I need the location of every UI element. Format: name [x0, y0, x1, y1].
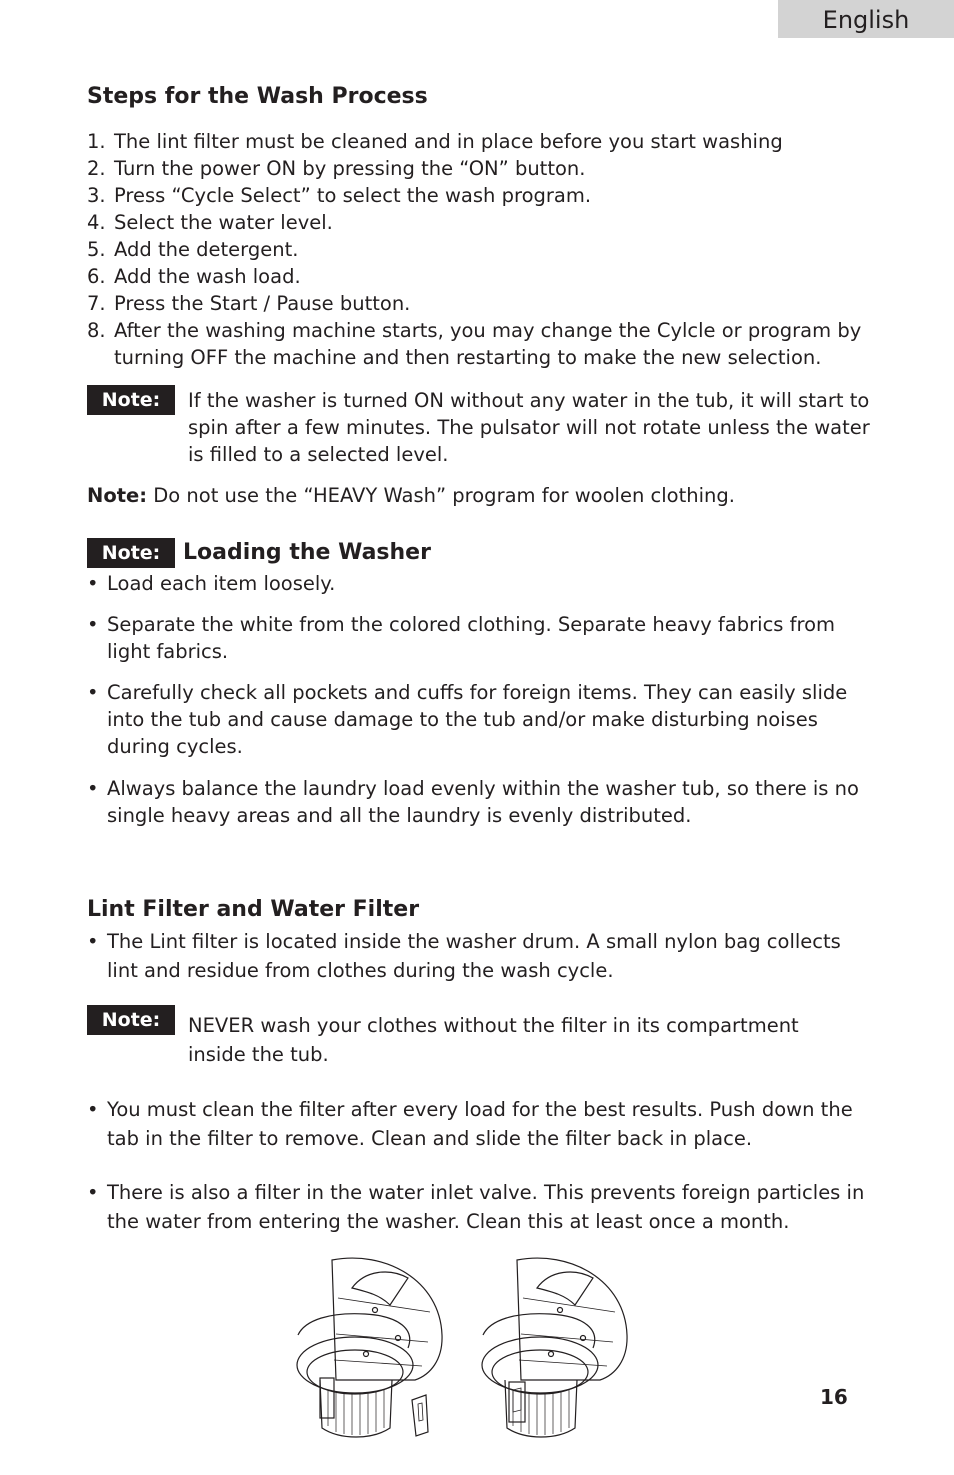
list-item: 7. Press the Start / Pause button.: [87, 292, 411, 315]
list-item: 5. Add the detergent.: [87, 238, 299, 261]
note-text: If the washer is turned ON without any water in the tub, it will start to spin after a few minutes. The pulsator will not rotate unless the water is filled to a selected level.: [188, 389, 870, 466]
list-item: • Carefully check all pockets and cuffs for foreign items. They can easily slide into the tub and cause damage to the tub and/or make disturbing noises during cycles.: [87, 681, 848, 758]
note-label: Note:: [87, 484, 148, 507]
filter-bullet-list: [87, 1178, 877, 1236]
loading-bullet-list: [87, 611, 877, 665]
wash-steps-list: [87, 128, 877, 371]
note-badge: Note:: [87, 538, 175, 568]
language-tab: English: [778, 0, 954, 38]
note-badge: Note:: [87, 385, 175, 415]
filter-bullet-list: [87, 927, 877, 985]
list-item: • Separate the white from the colored clothing. Separate heavy fabrics from light fabrics.: [87, 613, 836, 663]
note-badge: Note:: [87, 1005, 175, 1035]
note-text: NEVER wash your clothes without the filter in its compartment inside the tub.: [188, 1014, 799, 1066]
list-item: 8. After the washing machine starts, you may change the Cylcle or program by turning OFF the machine and then restarting to make the new selection.: [87, 319, 862, 369]
wash-process-heading: Steps for the Wash Process: [87, 84, 428, 109]
loading-bullet-list: [87, 570, 877, 597]
list-item: • The Lint filter is located inside the washer drum. A small nylon bag collects lint and residue from clothes during the wash cycle.: [87, 930, 841, 982]
lint-filter-installed-illustration: [475, 1250, 640, 1445]
note-text: Do not use the “HEAVY Wash” program for woolen clothing.: [153, 484, 735, 507]
list-item: 3. Press “Cycle Select” to select the wash program.: [87, 184, 592, 207]
list-item: 2. Turn the power ON by pressing the “ON” button.: [87, 157, 586, 180]
list-item: 1. The lint filter must be cleaned and in place before you start washing: [87, 130, 783, 153]
loading-washer-heading: Loading the Washer: [183, 540, 431, 565]
list-item: 6. Add the wash load.: [87, 265, 301, 288]
list-item: • You must clean the filter after every load for the best results. Push down the tab in the filter to remove. Clean and slide the filter back in place.: [87, 1098, 853, 1150]
list-item: 4. Select the water level.: [87, 211, 333, 234]
list-item: • Load each item loosely.: [87, 572, 336, 595]
page-number: 16: [820, 1385, 848, 1409]
heavy-wash-note: [87, 482, 887, 509]
list-item: • Always balance the laundry load evenly within the washer tub, so there is no single heavy areas and all the laundry is evenly distributed.: [87, 777, 859, 827]
list-item: • There is also a filter in the water inlet valve. This prevents foreign particles in the water from entering the washer. Clean this at least once a month.: [87, 1181, 865, 1233]
lint-filter-removal-illustration: [290, 1250, 455, 1445]
lint-filter-heading: Lint Filter and Water Filter: [87, 897, 420, 922]
loading-bullet-list: [87, 775, 877, 829]
loading-bullet-list: [87, 679, 877, 760]
filter-bullet-list: [87, 1095, 877, 1153]
